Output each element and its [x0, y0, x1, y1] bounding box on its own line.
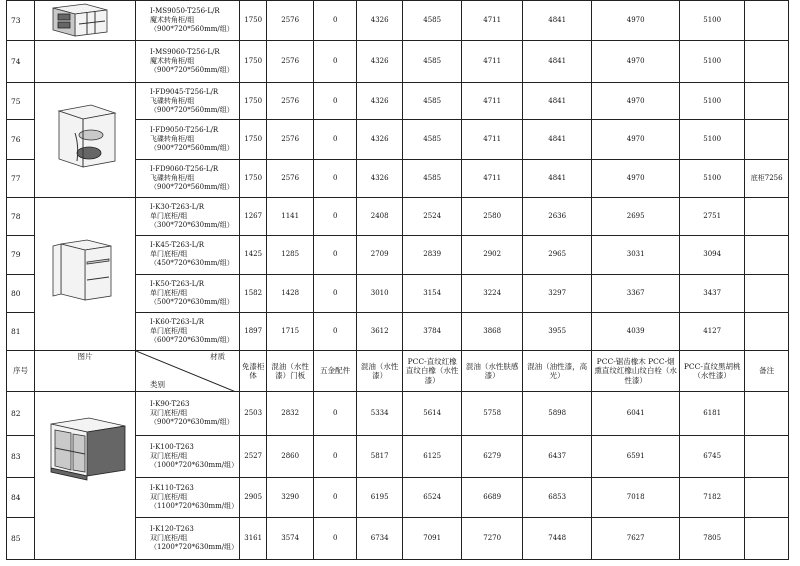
price-cell: 4711 [462, 83, 523, 120]
price-cell: 1425 [240, 236, 267, 274]
price-cell: 4585 [403, 1, 462, 41]
product-description [136, 436, 240, 478]
price-cell: 7018 [592, 478, 680, 518]
price-cell: 4326 [357, 1, 403, 41]
header-pcc-walnut: PCC-直纹黑胡桃（水性漆） [680, 351, 745, 392]
price-cell: 1750 [240, 159, 267, 197]
product-size: （1100*720*630mm/组） [150, 502, 239, 510]
table-row [7, 41, 789, 83]
product-size: （900*720*630mm/组） [150, 418, 234, 426]
price-cell: 6524 [403, 478, 462, 518]
product-name: 双门底柜/组 [150, 409, 188, 417]
price-cell: 3094 [680, 236, 745, 274]
row-index: 84 [7, 478, 35, 518]
product-size: （500*720*630mm/组） [150, 297, 234, 306]
price-cell: 6125 [403, 436, 462, 478]
price-cell: 0 [314, 274, 357, 312]
price-cell: 1750 [240, 41, 267, 83]
price-cell: 4841 [523, 41, 592, 83]
price-cell: 0 [314, 120, 357, 159]
price-cell: 1428 [267, 274, 314, 312]
product-size: （900*720*560mm/组） [150, 25, 234, 33]
price-cell: 0 [314, 83, 357, 120]
row-index: 73 [7, 1, 35, 41]
header-index: 序号 [7, 351, 35, 392]
product-description [136, 274, 240, 312]
price-cell: 4585 [403, 120, 462, 159]
price-cell: 4970 [592, 120, 680, 159]
header-note: 备注 [745, 351, 789, 392]
price-cell: 0 [314, 198, 357, 236]
price-cell: 4711 [462, 1, 523, 41]
header-board: 免漆柜体 [240, 351, 267, 392]
product-code: I-K100-T263 [150, 443, 194, 451]
price-cell: 1750 [240, 1, 267, 41]
price-cell: 7627 [592, 518, 680, 560]
price-cell: 3010 [357, 274, 403, 312]
table-row [7, 1, 789, 41]
product-code: I-MS9050-T256-L/R [150, 7, 220, 15]
note-cell [745, 436, 789, 478]
product-name: 单门底柜/组 [150, 326, 188, 335]
price-cell: 2580 [462, 198, 523, 236]
price-cell: 4711 [462, 159, 523, 197]
row-index: 74 [7, 41, 35, 83]
product-size: （300*720*630mm/组） [150, 221, 234, 230]
price-cell: 6689 [462, 478, 523, 518]
row-index: 83 [7, 436, 35, 478]
price-cell: 1267 [240, 198, 267, 236]
price-cell: 4326 [357, 159, 403, 197]
product-size: （600*720*630mm/组） [150, 335, 234, 344]
price-cell: 2576 [267, 83, 314, 120]
note-cell [745, 478, 789, 518]
price-cell: 4970 [592, 41, 680, 83]
price-cell: 1897 [240, 312, 267, 350]
product-description [136, 478, 240, 518]
lazy-susan-corner-cabinet-drawing [35, 83, 135, 197]
product-size: （900*720*560mm/组） [150, 105, 234, 114]
price-cell: 0 [314, 478, 357, 518]
price-cell: 4711 [462, 120, 523, 159]
price-cell: 4585 [403, 83, 462, 120]
price-cell: 1141 [267, 198, 314, 236]
price-cell: 2527 [240, 436, 267, 478]
double-door-base-cabinet-drawing [35, 394, 135, 558]
product-description [136, 1, 240, 41]
price-cell: 6041 [592, 392, 680, 436]
product-name: 飞碟转角柜/组 [150, 96, 195, 105]
note-cell [745, 312, 789, 350]
price-cell: 7182 [680, 478, 745, 518]
price-cell: 0 [314, 312, 357, 350]
table-row [7, 392, 789, 436]
price-cell: 2902 [462, 236, 523, 274]
magic-corner-cabinet-drawing [35, 1, 135, 40]
price-cell: 3161 [240, 518, 267, 560]
product-image-cell [35, 392, 136, 560]
row-index: 77 [7, 159, 35, 197]
note-cell: 底柜7256 [745, 159, 789, 197]
product-code: I-K30-T263-L/R [150, 203, 205, 212]
product-code: I-K110-T263 [150, 484, 194, 492]
note-cell [745, 518, 789, 560]
price-cell: 2860 [267, 436, 314, 478]
row-index: 82 [7, 392, 35, 436]
price-cell: 3154 [403, 274, 462, 312]
price-cell: 6279 [462, 436, 523, 478]
product-size: （1000*720*630mm/组） [150, 461, 239, 469]
price-cell: 4841 [523, 83, 592, 120]
price-cell: 5614 [403, 392, 462, 436]
product-description [136, 41, 240, 83]
price-cell: 0 [314, 518, 357, 560]
product-name: 魔术转角柜/组 [150, 57, 195, 65]
price-cell: 3031 [592, 236, 680, 274]
product-description [136, 236, 240, 274]
price-cell: 2408 [357, 198, 403, 236]
note-cell [745, 274, 789, 312]
price-cell: 1750 [240, 83, 267, 120]
product-name: 双门底柜/组 [150, 493, 188, 501]
price-cell: 7805 [680, 518, 745, 560]
price-cell: 4039 [592, 312, 680, 350]
product-code: I-K90-T263 [150, 400, 190, 408]
price-cell: 3955 [523, 312, 592, 350]
price-cell: 4326 [357, 120, 403, 159]
price-cell: 3612 [357, 312, 403, 350]
price-cell: 1285 [267, 236, 314, 274]
price-cell: 0 [314, 436, 357, 478]
note-cell [745, 236, 789, 274]
product-name: 单门底柜/组 [150, 288, 188, 297]
price-cell: 2576 [267, 120, 314, 159]
header-pcc-red-oak: PCC-直纹红橡直纹白橡（水性漆） [403, 351, 462, 392]
note-cell [745, 198, 789, 236]
product-code: I-MS9060-T256-L/R [150, 48, 220, 56]
note-cell [745, 41, 789, 83]
price-cell: 0 [314, 1, 357, 41]
product-code: I-K45-T263-L/R [150, 241, 205, 250]
product-name: 飞碟转角柜/组 [150, 134, 195, 143]
price-cell: 3574 [267, 518, 314, 560]
price-cell: 4585 [403, 41, 462, 83]
product-image-cell [35, 83, 136, 198]
price-cell: 5758 [462, 392, 523, 436]
price-cell: 7270 [462, 518, 523, 560]
table-row [7, 83, 789, 120]
product-image-cell [35, 41, 136, 83]
header-image: 图片 [35, 351, 136, 392]
price-cell: 6181 [680, 392, 745, 436]
product-code: I-FD9060-T256-L/R [150, 164, 219, 173]
price-cell: 5100 [680, 159, 745, 197]
price-cell: 2695 [592, 198, 680, 236]
header-category [136, 351, 240, 392]
product-image-cell [35, 1, 136, 41]
price-cell: 4326 [357, 41, 403, 83]
header-door: 混油（水性漆）门板 [267, 351, 314, 392]
product-size: （900*720*560mm/组） [150, 66, 234, 74]
price-cell: 0 [314, 159, 357, 197]
single-door-base-cabinet-drawing [35, 198, 135, 350]
product-size: （900*720*560mm/组） [150, 182, 234, 191]
note-cell [745, 392, 789, 436]
price-cell: 4127 [680, 312, 745, 350]
price-cell: 2965 [523, 236, 592, 274]
price-cell: 4970 [592, 83, 680, 120]
product-image-cell [35, 198, 136, 351]
row-index: 85 [7, 518, 35, 560]
price-cell: 2905 [240, 478, 267, 518]
row-index: 80 [7, 274, 35, 312]
price-cell: 2576 [267, 159, 314, 197]
price-cell: 4711 [462, 41, 523, 83]
note-cell [745, 83, 789, 120]
note-cell [745, 1, 789, 41]
product-name: 飞碟转角柜/组 [150, 173, 195, 182]
price-cell: 5100 [680, 1, 745, 41]
price-cell: 6437 [523, 436, 592, 478]
product-name: 双门底柜/组 [150, 534, 188, 542]
product-description [136, 120, 240, 159]
price-cell: 3437 [680, 274, 745, 312]
product-description [136, 312, 240, 350]
product-description [136, 83, 240, 120]
price-cell: 4841 [523, 159, 592, 197]
product-name: 魔术转角柜/组 [150, 16, 195, 24]
price-cell: 3868 [462, 312, 523, 350]
header-mix-oil: 混油（水性漆） [357, 351, 403, 392]
product-code: I-K60-T263-L/R [150, 317, 205, 326]
product-description [136, 518, 240, 560]
price-cell: 2576 [267, 41, 314, 83]
price-cell: 4841 [523, 1, 592, 41]
price-cell: 6195 [357, 478, 403, 518]
row-index: 81 [7, 312, 35, 350]
product-size: （900*720*560mm/组） [150, 143, 234, 152]
product-name: 单门底柜/组 [150, 212, 188, 221]
header-material: 材质 [210, 352, 226, 361]
price-table [6, 0, 789, 560]
product-name: 单门底柜/组 [150, 250, 188, 259]
product-size: （450*720*630mm/组） [150, 259, 234, 268]
row-index: 76 [7, 120, 35, 159]
price-cell: 5817 [357, 436, 403, 478]
price-cell: 5334 [357, 392, 403, 436]
table-row [7, 198, 789, 236]
row-index: 75 [7, 83, 35, 120]
price-cell: 3784 [403, 312, 462, 350]
product-name: 双门底柜/组 [150, 452, 188, 460]
header-pcc-sawtooth: PCC-锯齿橡木 PCC-烟熏直纹红橡山纹白栓（水性漆） [592, 351, 680, 392]
price-cell: 0 [314, 41, 357, 83]
header-hardware: 五金配件 [314, 351, 357, 392]
price-cell: 2503 [240, 392, 267, 436]
price-cell: 6853 [523, 478, 592, 518]
header-oil-gloss: 混油（油性漆，高光） [523, 351, 592, 392]
price-cell: 3297 [523, 274, 592, 312]
price-cell: 3367 [592, 274, 680, 312]
price-cell: 4585 [403, 159, 462, 197]
price-cell: 2839 [403, 236, 462, 274]
price-cell: 0 [314, 392, 357, 436]
product-description [136, 159, 240, 197]
product-size: （1200*720*630mm/组） [150, 543, 239, 551]
price-cell: 3224 [462, 274, 523, 312]
header-mix-soft: 混油（水性肤感漆） [462, 351, 523, 392]
price-cell: 2524 [403, 198, 462, 236]
product-description [136, 198, 240, 236]
row-index: 79 [7, 236, 35, 274]
price-cell: 7091 [403, 518, 462, 560]
price-cell: 4326 [357, 83, 403, 120]
note-cell [745, 120, 789, 159]
price-cell: 2832 [267, 392, 314, 436]
product-code: I-K120-T263 [150, 525, 194, 533]
price-cell: 1715 [267, 312, 314, 350]
price-cell: 3290 [267, 478, 314, 518]
price-cell: 5100 [680, 83, 745, 120]
price-cell: 2709 [357, 236, 403, 274]
price-cell: 4970 [592, 1, 680, 41]
price-cell: 5898 [523, 392, 592, 436]
price-cell: 6734 [357, 518, 403, 560]
price-cell: 5100 [680, 41, 745, 83]
product-code: I-K50-T263-L/R [150, 279, 205, 288]
price-cell: 2636 [523, 198, 592, 236]
product-description [136, 392, 240, 436]
price-cell: 2751 [680, 198, 745, 236]
price-cell: 2576 [267, 1, 314, 41]
price-cell: 6591 [592, 436, 680, 478]
product-code: I-FD9050-T256-L/R [150, 125, 219, 134]
header-type: 类别 [150, 379, 165, 389]
price-cell: 4841 [523, 120, 592, 159]
price-cell: 0 [314, 236, 357, 274]
table-header-row [7, 351, 789, 392]
price-cell: 6745 [680, 436, 745, 478]
price-cell: 5100 [680, 120, 745, 159]
row-index: 78 [7, 198, 35, 236]
price-cell: 4970 [592, 159, 680, 197]
price-cell: 1750 [240, 120, 267, 159]
price-cell: 7448 [523, 518, 592, 560]
price-cell: 1582 [240, 274, 267, 312]
product-code: I-FD9045-T256-L/R [150, 87, 219, 96]
